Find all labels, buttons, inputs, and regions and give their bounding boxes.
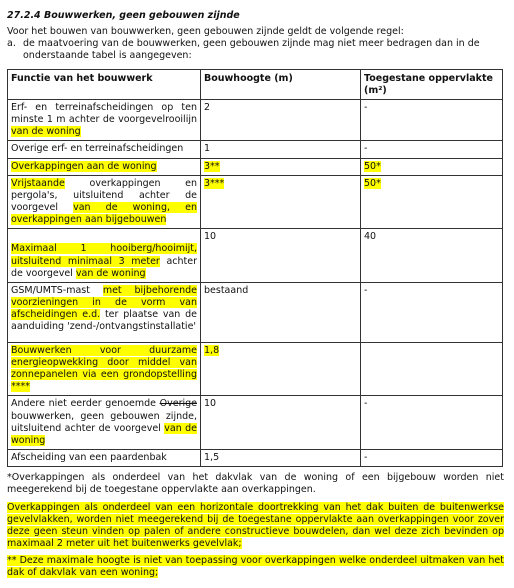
header-bouwhoogte: Bouwhoogte (m) [201, 69, 361, 99]
header-oppervlakte: Toegestane oppervlakte (m²) [361, 69, 503, 99]
oppervlakte-cell: - [361, 396, 503, 450]
functie-cell: Overkappingen aan de woning [8, 158, 201, 175]
bouwhoogte-cell: 1,8 [201, 342, 361, 396]
table-row [8, 158, 503, 175]
functie-cell: Erf- en terreinafscheidingen op ten minste 1 m achter de voorgevelrooilijn van de woning [8, 99, 201, 140]
list-item-label: a. [7, 38, 16, 50]
oppervlakte-cell [361, 342, 503, 396]
header-functie: Functie van het bouwwerk [8, 69, 201, 99]
bouwhoogte-cell: 1 [201, 141, 361, 158]
oppervlakte-cell: 50* [361, 158, 503, 175]
maatvoering-table [7, 69, 503, 468]
functie-cell: Overige erf- en terreinafscheidingen [8, 141, 201, 158]
table-header-row [8, 69, 503, 99]
oppervlakte-cell: - [361, 450, 503, 467]
table-row [8, 282, 503, 342]
table-row [8, 141, 503, 158]
functie-cell: Bouwwerken voor duurzame energieopwekking door middel van zonnepanelen via een grondopstelling **** [8, 342, 201, 396]
oppervlakte-cell: - [361, 141, 503, 158]
footnote-3: ** Deze maximale hoogte is niet van toepassing voor overkappingen welke onderdeel uitmaken van het dak of dakvlak van een woning; [7, 555, 504, 579]
functie-cell: Andere niet eerder genoemde Overige bouwwerken, geen gebouwen zijnde, uitsluitend achter de voorgevel van de woning [8, 396, 201, 450]
oppervlakte-cell: - [361, 99, 503, 140]
bouwhoogte-cell: 10 [201, 396, 361, 450]
oppervlakte-cell: 40 [361, 229, 503, 282]
functie-cell: Maximaal 1 hooiberg/hooimijt, uitsluitend minimaal 3 meter achter de voorgevel van de woning [8, 229, 201, 282]
bouwhoogte-cell: 10 [201, 229, 361, 282]
list-item-text: de maatvoering van de bouwwerken, geen gebouwen zijnde mag niet meer bedragen dan in de onderstaande tabel is aangegeven: [23, 38, 480, 62]
footnote-1: *Overkappingen als onderdeel van het dakvlak van de woning of een bijgebouw worden niet meegerekend bij de toegestane oppervlakte aan overkappingen. [7, 472, 504, 496]
bouwhoogte-cell: 3*** [201, 175, 361, 229]
section-heading: 27.2.4 Bouwwerken, geen gebouwen zijnde [7, 10, 240, 21]
functie-cell: GSM/UMTS-mast met bijbehorende voorzieningen in de vorm van afscheidingen e.d. ter plaatse van de aanduiding 'zend-/ontvangstinstallatie' [8, 282, 201, 342]
table-row [8, 99, 503, 140]
functie-cell: Afscheiding van een paardenbak [8, 450, 201, 467]
oppervlakte-cell: 50* [361, 175, 503, 229]
table-row [8, 450, 503, 467]
functie-cell: Vrijstaande overkappingen en pergola's, uitsluitend achter de voorgevel van de woning, en overkappingen aan bijgebouwen [8, 175, 201, 229]
table-row [8, 342, 503, 396]
table-row [8, 175, 503, 229]
table-row [8, 229, 503, 282]
footnote-2: Overkappingen als onderdeel van een horizontale doortrekking van het dak buiten de buitenwerkse gevelvlakken, worden niet meegerekend bij de toegestane oppervlakte aan overkappingen voor zover deze geen steun vinden op palen of andere constructieve bouwdelen, dan wel deze zich bevinden op maximaal 2 meter uit het buitenwerks gevelvlak; [7, 501, 504, 549]
list-item-a [7, 38, 514, 62]
bouwhoogte-cell: bestaand [201, 282, 361, 342]
bouwhoogte-cell: 1,5 [201, 450, 361, 467]
bouwhoogte-cell: 2 [201, 99, 361, 140]
intro-text: Voor het bouwen van bouwwerken, geen gebouwen zijnde geldt de volgende regel: [7, 26, 404, 38]
table-row [8, 396, 503, 450]
oppervlakte-cell: - [361, 282, 503, 342]
bouwhoogte-cell: 3** [201, 158, 361, 175]
